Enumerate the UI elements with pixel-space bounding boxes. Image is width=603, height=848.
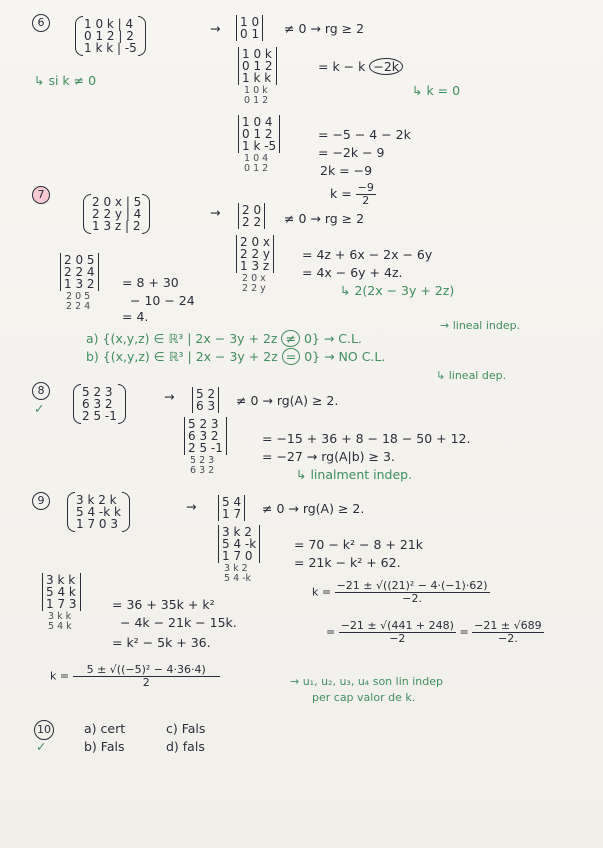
ex9-k1-simplified: = $\frac{-21 \pm √(441 + 248)}{-2}$ = $\frac{-21 \pm √689}{-2.}$: [326, 619, 542, 645]
ex7-det2-line-2: − 10 − 24: [130, 293, 195, 308]
exercise-9-number: 9: [32, 492, 50, 510]
ex8-matrix: 5 2 3 6 3 2 2 5 -1: [82, 386, 117, 422]
ex9-determinant-2: 3 k k 5 4 k 1 7 3: [46, 574, 77, 610]
ex9-det1-sarrus-rows: 3 k 2 5 4 -k: [224, 563, 252, 584]
ex9-det2-sarrus-rows: 3 k k 5 4 k: [48, 611, 72, 632]
ex7-augmented-matrix: 2 0 x | 5 2 2 y | 4 1 3 z | 2: [92, 196, 141, 232]
ex7-note-lineal-dep: ↳ lineal dep.: [436, 369, 507, 382]
ex7-answer-b: b) {(x,y,z) ∈ ℝ³ | 2x − 3y + 2z = 0} → NO C.L.: [86, 349, 386, 364]
ex6-det1-sarrus-rows: 1 0 k 0 1 2: [244, 85, 269, 106]
ex7-det1-factored: ↳ 2(2x − 3y + 2z): [340, 283, 455, 298]
ex7-det2-line-1: = 8 + 30: [122, 275, 179, 290]
ex6-k-zero: ↳ k = 0: [412, 83, 461, 98]
ex9-det2-line-1: = 36 + 35k + k²: [112, 597, 215, 612]
ex10-answer-b: b) Fals: [84, 739, 125, 754]
ex8-determinant: 5 2 3 6 3 2 2 5 -1: [188, 418, 223, 454]
ex10-answer-d: d) fals: [166, 739, 205, 754]
ex10-check-icon: ✓: [36, 739, 47, 754]
ex6-det1-result: = k − k −2k: [318, 60, 403, 74]
ex9-det2-line-2: − 4k − 21k − 15k.: [120, 615, 237, 630]
ex7-det1-line-2: = 4x − 6y + 4z.: [302, 265, 403, 280]
ex9-k1-formula: k = $\frac{\text{−21 ± √((21)² − 4·(−1)·62)}}{-2.}$: [312, 579, 488, 605]
ex7-determinant-2: 2 0 5 2 2 4 1 3 2: [64, 254, 95, 290]
ex7-answer-a: a) {(x,y,z) ∈ ℝ³ | 2x − 3y + 2z ≠ 0} → C.L.: [86, 331, 362, 346]
ex8-det-sarrus-rows: 5 2 3 6 3 2: [190, 455, 215, 476]
ex10-answer-c: c) Fals: [166, 721, 206, 736]
handwritten-page: 6 1 0 k | 4 0 1 2 | 2 1 k k | -5 → 1 0 0 1 ≠ 0 → rg ≥ 2 1 0 k 0 1 2 1 k k 1 0 k 0 1 2 = k − k −2k ↳ k = 0 ↳ si k ≠ 0 1 0 4 0 1 2 1 k -5 1 0 4 0 1 2 = −5 − 4 − 2k = −2k − 9 2k = −9 k = $\frac{-9}{2}$ 7 2 0 x | 5 2 2 y | 4 1 3 z | 2 → 2 0 2 2 ≠ 0 → rg ≥ 2 2 0 x 2 2 y 1 3 z 2 0 x 2 2 y = 4z + 6x − 2x − 6y = 4x − 6y + 4z. ↳ 2(2x − 3y + 2z) 2 0 5 2 2 4 1 3 2 2 0 5 2 2 4 = 8 + 30 − 10 − 24 = 4. a) {(x,y,z) ∈ ℝ³ | 2x − 3y + 2z ≠ 0} → C.L. → lineal indep. b) {(x,y,z) ∈ ℝ³ | 2x − 3y + 2z = 0} → NO C.L. ↳ lineal dep. 8 ✓ 5 2 3 6 3 2 2 5 -1 → 5 2 6 3 ≠ 0 → rg(A) ≥ 2. 5 2 3 6 3 2 2 5 -1 5 2 3 6 3 2 = −15 + 36 + 8 − 18 − 50 + 12. = −27 → rg(A|b) ≥ 3. ↳ linalment indep. 9 3 k 2 k 5 4 -k k 1 7 0 3 → 5 4 1 7 ≠ 0 → rg(A) ≥ 2. 3 k 2 5 4 -k 1 7 0 3 k 2 5 4 -k = 70 − k² − 8 + 21k = 21k − k² + 62. k = $\frac{\text{−21 ± √((21)² − 4·(−1)·62)}}{-2.}$ = $\frac{-21 \pm √(441 + 248)}{-2}$ = $\frac{-21 \pm √689}{-2.}$ 3 k k 5 4 k 1 7 3 3 k k 5 4 k = 36 + 35k + k² − 4k − 21k − 15k. = k² − 5k + 36. k = $\frac{\text{5 ± √((−5)² − 4·36·4)}}{2}$ → u₁, u₂, u₃, u₄ son lin indep per cap valor de k. 10 ✓ a) cert b) Fals c) Fals d) fals: [0, 0, 603, 848]
ex6-det2-line-1: = −5 − 4 − 2k: [318, 127, 411, 142]
ex9-vectors-note: → u₁, u₂, u₃, u₄ son lin indep: [290, 675, 443, 688]
ex8-note-linalment-indep: ↳ linalment indep.: [296, 467, 413, 482]
ex7-det2-line-3: = 4.: [122, 309, 149, 324]
exercise-6-number: 6: [32, 14, 50, 32]
ex8-det-line-2: = −27 → rg(A|b) ≥ 3.: [262, 449, 395, 464]
ex7-rank-text: ≠ 0 → rg ≥ 2: [284, 211, 365, 226]
ex6-rank-minor: 1 0 0 1: [240, 16, 259, 40]
exercise-8-number: 8: [32, 382, 50, 400]
ex6-determinant-2: 1 0 4 0 1 2 1 k -5: [242, 116, 276, 152]
ex6-augmented-matrix: 1 0 k | 4 0 1 2 | 2 1 k k | -5: [84, 18, 137, 54]
ex6-det2-line-3: 2k = −9: [320, 163, 373, 178]
ex7-det2-sarrus-rows: 2 0 5 2 2 4: [66, 291, 91, 312]
ex8-det-line-1: = −15 + 36 + 8 − 18 − 50 + 12.: [262, 431, 471, 446]
ex9-matrix: 3 k 2 k 5 4 -k k 1 7 0 3: [76, 494, 121, 530]
ex8-rank-text: ≠ 0 → rg(A) ≥ 2.: [236, 393, 339, 408]
ex6-si-k-note: ↳ si k ≠ 0: [34, 73, 97, 88]
ex10-answer-a: a) cert: [84, 721, 126, 736]
ex9-k2-formula: k = $\frac{\text{5 ± √((−5)² − 4·36·4)}}{2}$: [50, 664, 220, 689]
ex7-rank-minor: 2 0 2 2: [242, 204, 261, 228]
ex7-note-lineal-indep: → lineal indep.: [440, 319, 521, 332]
ex9-vectors-note-2: per cap valor de k.: [312, 691, 416, 704]
ex7-determinant-1: 2 0 x 2 2 y 1 3 z: [240, 236, 270, 272]
ex9-det1-line-1: = 70 − k² − 8 + 21k: [294, 537, 423, 552]
ex6-det2-sarrus-rows: 1 0 4 0 1 2: [244, 153, 269, 174]
ex6-determinant-1: 1 0 k 0 1 2 1 k k: [242, 48, 273, 84]
ex6-k-value: k = $\frac{-9}{2}$: [330, 181, 374, 207]
exercise-10-number: 10: [34, 720, 54, 740]
ex7-det1-line-1: = 4z + 6x − 2x − 6y: [302, 247, 433, 262]
ex9-rank-text: ≠ 0 → rg(A) ≥ 2.: [262, 501, 365, 516]
ex7-det1-sarrus-rows: 2 0 x 2 2 y: [242, 273, 266, 294]
ex9-rank-minor: 5 4 1 7: [222, 496, 241, 520]
ex6-rank-text: ≠ 0 → rg ≥ 2: [284, 21, 365, 36]
ex8-check-icon: ✓: [34, 401, 45, 416]
ex8-rank-minor: 5 2 6 3: [196, 388, 215, 412]
ex6-det2-line-2: = −2k − 9: [318, 145, 385, 160]
exercise-7-number: 7: [32, 186, 50, 204]
ex9-det1-line-2: = 21k − k² + 62.: [294, 555, 401, 570]
ex9-det2-line-3: = k² − 5k + 36.: [112, 635, 211, 650]
ex9-determinant-1: 3 k 2 5 4 -k 1 7 0: [222, 526, 256, 562]
